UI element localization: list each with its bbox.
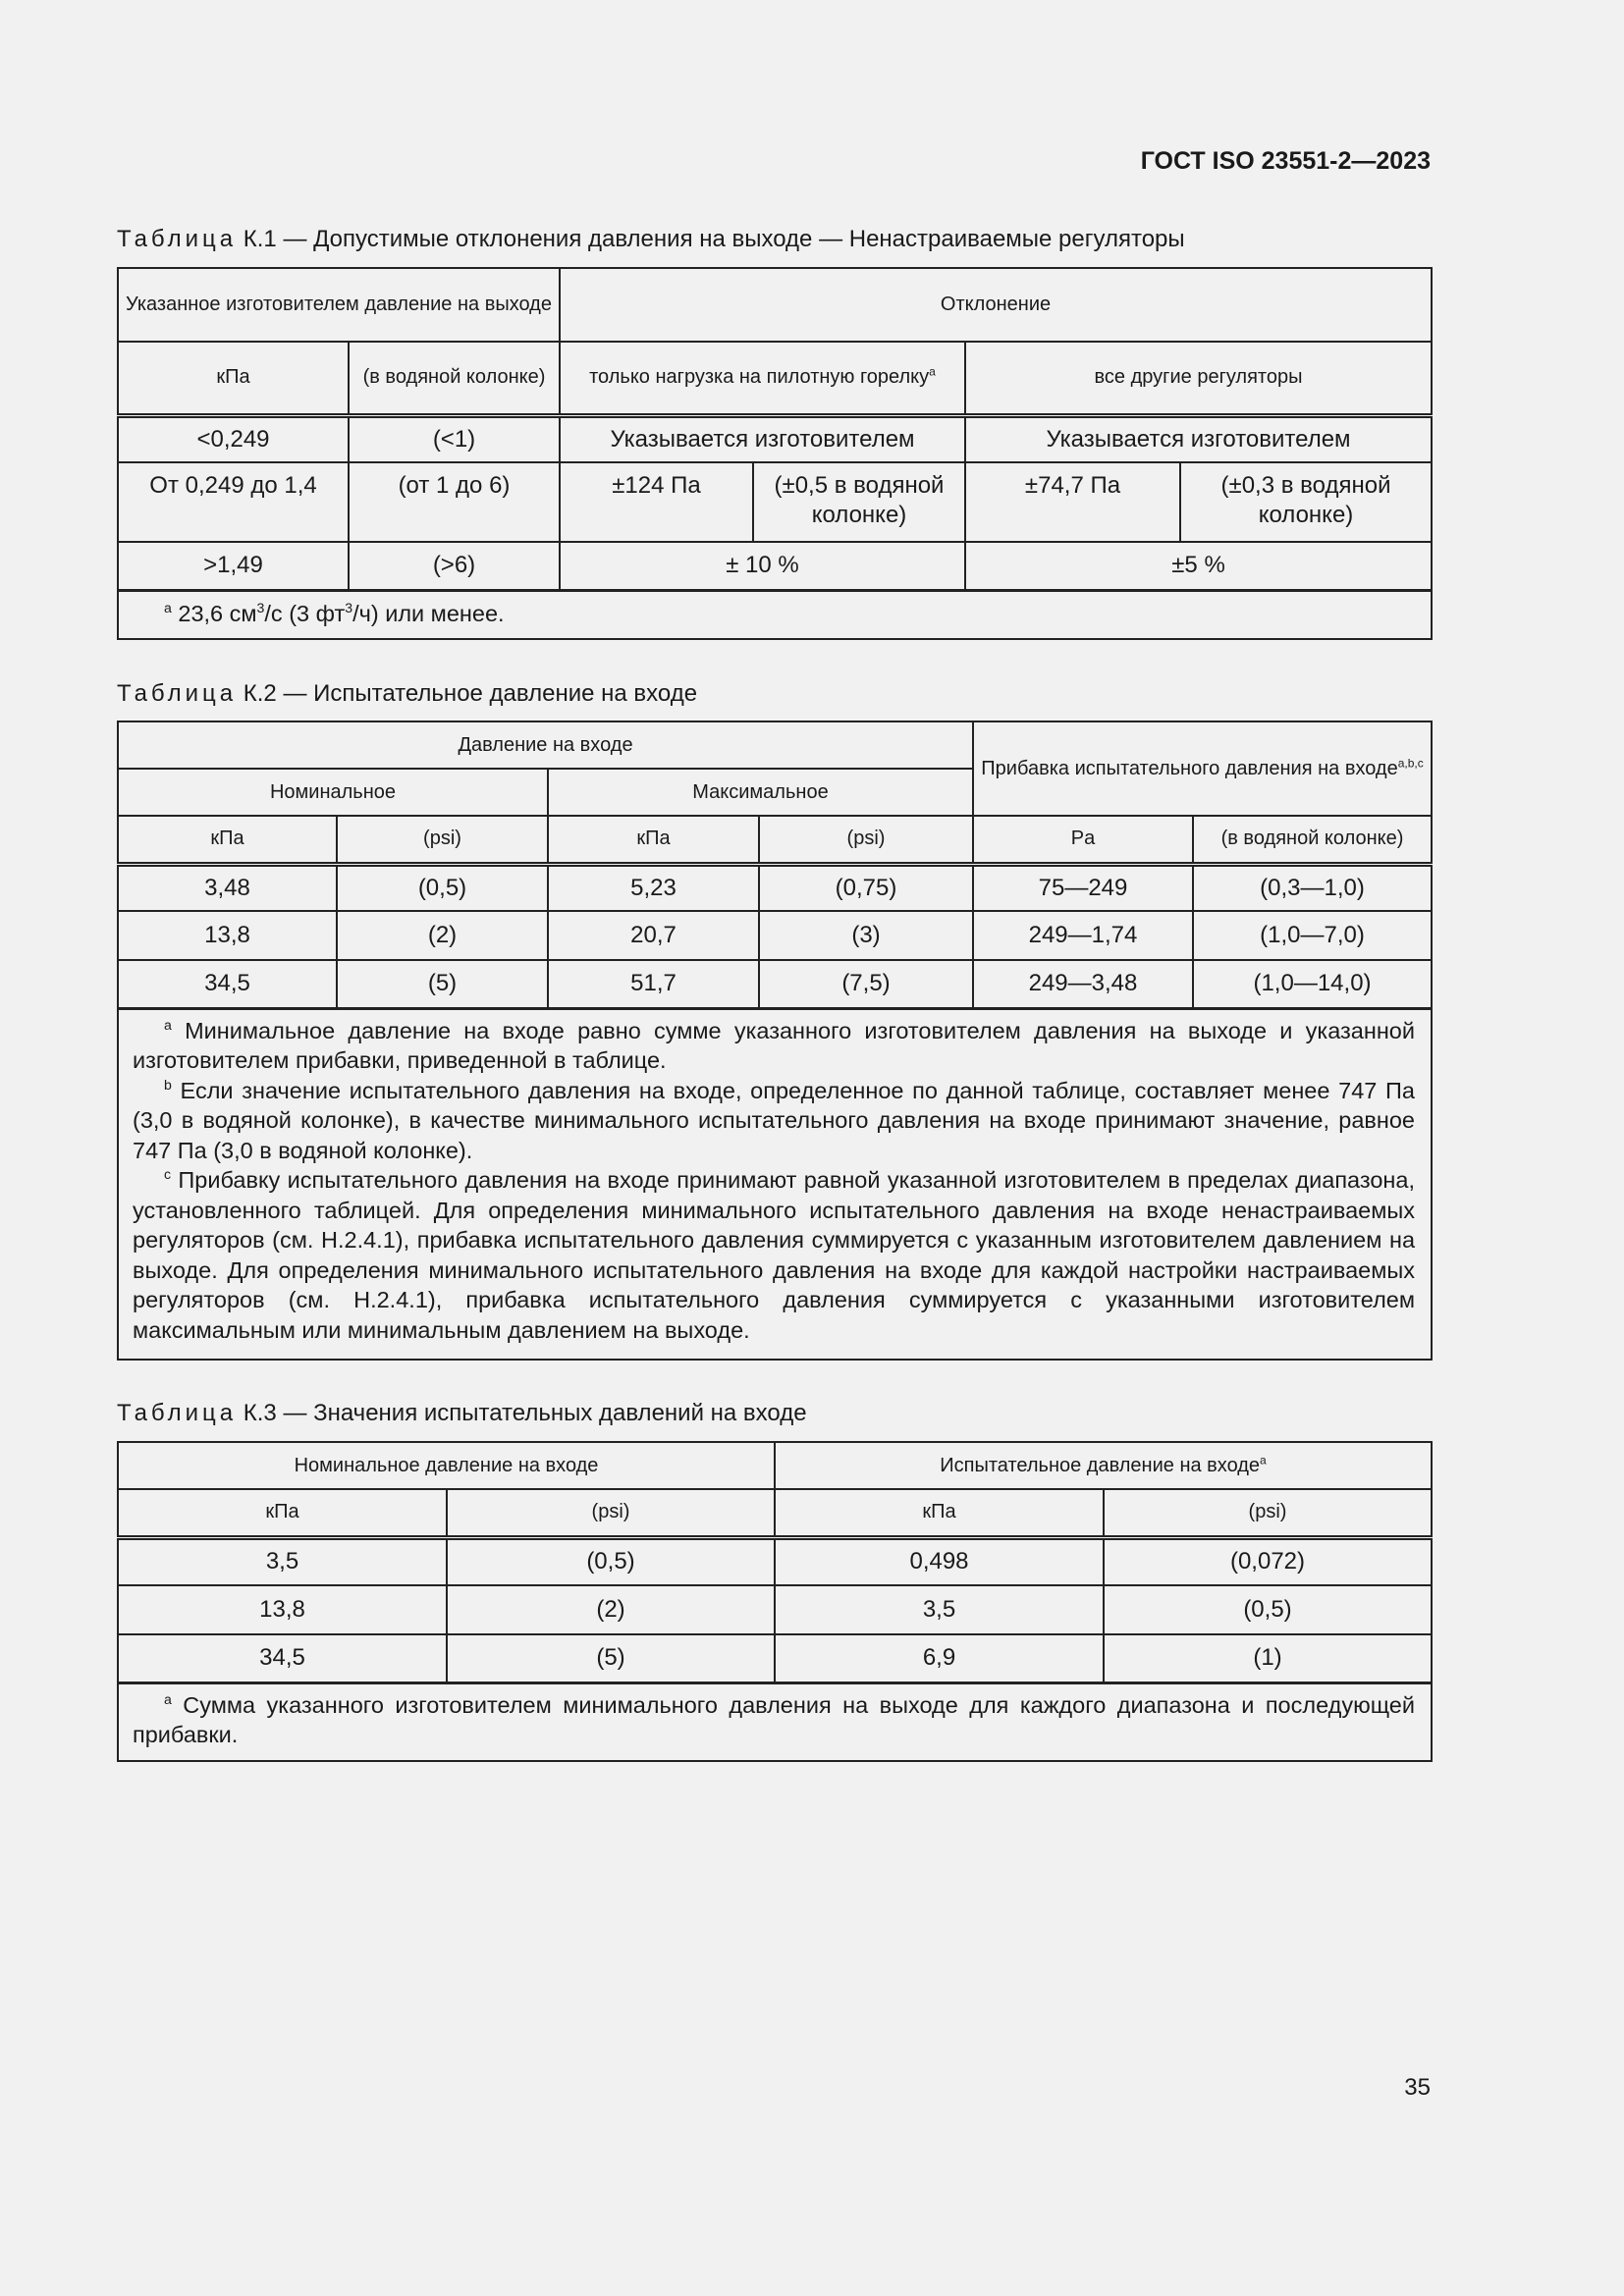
header-pressure: Указанное изготовителем давление на выходе (118, 268, 560, 342)
header-test-text: Испытательное давление на входе (940, 1454, 1261, 1476)
footnote-text: /с (3 фт (264, 600, 346, 626)
cell: (3) (759, 911, 973, 960)
table3-caption (117, 1400, 807, 1427)
table-row (118, 462, 1432, 542)
cell: <0,249 (118, 415, 349, 462)
table3-caption-text: К.3 — Значения испытательных давлений на входе (243, 1400, 807, 1426)
header-kpa: кПа (118, 1489, 447, 1537)
superscript: 3 (345, 600, 353, 616)
cell: 249—1,74 (973, 911, 1193, 960)
cell: 20,7 (548, 911, 759, 960)
table1 (117, 267, 1433, 640)
header-kpa: кПа (118, 816, 337, 864)
cell: 3,48 (118, 864, 337, 911)
table-row (118, 1585, 1432, 1634)
table-row (118, 1537, 1432, 1585)
table-row (118, 911, 1432, 960)
footnote-text: /ч) или менее. (352, 600, 505, 626)
header-pilot-text: только нагрузка на пилотную горелку (589, 366, 930, 389)
cell: От 0,249 до 1,4 (118, 462, 349, 542)
table1-footnote (118, 590, 1432, 639)
table2-caption-word: Таблица (117, 680, 238, 707)
cell: (>6) (349, 542, 560, 590)
cell: 34,5 (118, 1634, 447, 1682)
header-nominal-inlet: Номинальное давление на входе (118, 1442, 775, 1489)
footnote-text: Если значение испытательного давления на входе, определенное по данной таблице, составляет менее 747 Па (3,0 в водяной колонке), в качестве минимального испытательного давления на входе принимают значение, равное 747 Па (3,0 в водяной колонке). (133, 1077, 1416, 1163)
table-row (118, 1008, 1432, 1360)
footnote-mark: b (164, 1076, 172, 1093)
cell: (2) (337, 911, 548, 960)
cell: 13,8 (118, 1585, 447, 1634)
cell: (5) (337, 960, 548, 1008)
cell: (1,0—14,0) (1193, 960, 1432, 1008)
superscript: 3 (256, 600, 265, 616)
document-id: ГОСТ ISO 23551-2—2023 (1140, 147, 1431, 175)
cell: (0,5) (337, 864, 548, 911)
header-water: (в водяной колонке) (1193, 816, 1432, 864)
cell: 51,7 (548, 960, 759, 1008)
header-psi: (psi) (337, 816, 548, 864)
header-pilot (560, 342, 965, 415)
header-addition (973, 721, 1432, 816)
table-row (118, 542, 1432, 590)
header-psi: (psi) (447, 1489, 775, 1537)
footnote-mark: a (164, 1690, 172, 1707)
table3-footnote (118, 1682, 1432, 1761)
table-row (118, 960, 1432, 1008)
header-test-inlet (775, 1442, 1432, 1489)
cell: ±74,7 Па (965, 462, 1180, 542)
table-row (118, 268, 1432, 342)
cell: 0,498 (775, 1537, 1104, 1585)
table-row (118, 1682, 1432, 1761)
cell: (1,0—7,0) (1193, 911, 1432, 960)
footnote-ref: a,b,c (1397, 755, 1424, 770)
cell: 34,5 (118, 960, 337, 1008)
header-other: все другие регуляторы (965, 342, 1432, 415)
cell: 249—3,48 (973, 960, 1193, 1008)
cell: (±0,5 в водяной колонке) (753, 462, 965, 542)
cell: Указывается изготовителем (560, 415, 965, 462)
footnote-mark: c (164, 1166, 172, 1183)
cell: (от 1 до 6) (349, 462, 560, 542)
footnote-b (133, 1076, 1415, 1166)
page-number: 35 (1404, 2074, 1431, 2101)
header-kpa: кПа (548, 816, 759, 864)
cell: ±5 % (965, 542, 1432, 590)
cell: (1) (1104, 1634, 1432, 1682)
footnote-text: Минимальное давление на входе равно сумме указанного изготовителем давления на выходе и указанной изготовителем прибавки, приведенной в таблице. (133, 1017, 1416, 1074)
table-row (118, 1442, 1432, 1489)
table3-caption-word: Таблица (117, 1400, 238, 1426)
table2 (117, 721, 1433, 1361)
cell: (0,5) (447, 1537, 775, 1585)
header-water: (в водяной колонке) (349, 342, 560, 415)
cell: (0,5) (1104, 1585, 1432, 1634)
cell: (0,072) (1104, 1537, 1432, 1585)
cell: (±0,3 в водяной колонке) (1180, 462, 1432, 542)
cell: >1,49 (118, 542, 349, 590)
table-row (118, 864, 1432, 911)
cell: 3,5 (118, 1537, 447, 1585)
header-psi: (psi) (759, 816, 973, 864)
footnote-text: Сумма указанного изготовителем минимального давления на выходе для каждого диапазона и последующей прибавки. (133, 1691, 1415, 1748)
table-row (118, 342, 1432, 415)
header-kpa: кПа (118, 342, 349, 415)
table2-caption (117, 680, 697, 708)
footnote-a (133, 1016, 1415, 1076)
table1-caption (117, 226, 1185, 253)
cell: Указывается изготовителем (965, 415, 1432, 462)
header-maximum: Максимальное (548, 769, 973, 816)
table-row (118, 1634, 1432, 1682)
table-row (118, 590, 1432, 639)
cell: (2) (447, 1585, 775, 1634)
header-kpa: кПа (775, 1489, 1104, 1537)
header-deviation: Отклонение (560, 268, 1432, 342)
header-pa: Pa (973, 816, 1193, 864)
table-row (118, 816, 1432, 864)
table1-caption-text: К.1 — Допустимые отклонения давления на выходе — Ненастраиваемые регуляторы (243, 226, 1185, 252)
footnote-ref: a (1260, 1452, 1267, 1467)
cell: (0,3—1,0) (1193, 864, 1432, 911)
table2-footnotes (118, 1008, 1432, 1360)
cell: 5,23 (548, 864, 759, 911)
cell: 3,5 (775, 1585, 1104, 1634)
header-inlet-pressure: Давление на входе (118, 721, 973, 769)
table-row (118, 415, 1432, 462)
header-addition-text: Прибавка испытательного давления на входе (981, 757, 1398, 779)
footnote-text: 23,6 см (171, 600, 257, 626)
cell: ± 10 % (560, 542, 965, 590)
cell: 75—249 (973, 864, 1193, 911)
footnote-ref: a (929, 364, 936, 379)
table-row (118, 1489, 1432, 1537)
cell: (5) (447, 1634, 775, 1682)
table-row (118, 721, 1432, 769)
footnote-a (133, 1690, 1415, 1750)
cell: 6,9 (775, 1634, 1104, 1682)
cell: (0,75) (759, 864, 973, 911)
header-nominal: Номинальное (118, 769, 548, 816)
header-psi: (psi) (1104, 1489, 1432, 1537)
footnote-text: Прибавку испытательного давления на входе принимают равной указанной изготовителем в пределах диапазона, установленного таблицей. Для определения минимального испытательного давления на входе ненастраиваемых регуляторов (см. Н.2.4.1), прибавка испытательного давления суммируется с указанным изготовителем давлением на выходе. Для определения минимального испытательного давления на входе для каждой настройки настраиваемых регуляторов (см. Н.2.4.1), прибавка испытательного давления суммируется с указанными изготовителем максимальным или минимальным давлением на выходе. (133, 1167, 1416, 1343)
footnote-mark: a (164, 600, 172, 616)
cell: (7,5) (759, 960, 973, 1008)
footnote-c (133, 1165, 1415, 1345)
table2-caption-text: К.2 — Испытательное давление на входе (243, 680, 698, 707)
cell: ±124 Па (560, 462, 753, 542)
table1-caption-word: Таблица (117, 226, 238, 252)
cell: (<1) (349, 415, 560, 462)
table3 (117, 1441, 1433, 1762)
cell: 13,8 (118, 911, 337, 960)
footnote-mark: a (164, 1016, 172, 1033)
